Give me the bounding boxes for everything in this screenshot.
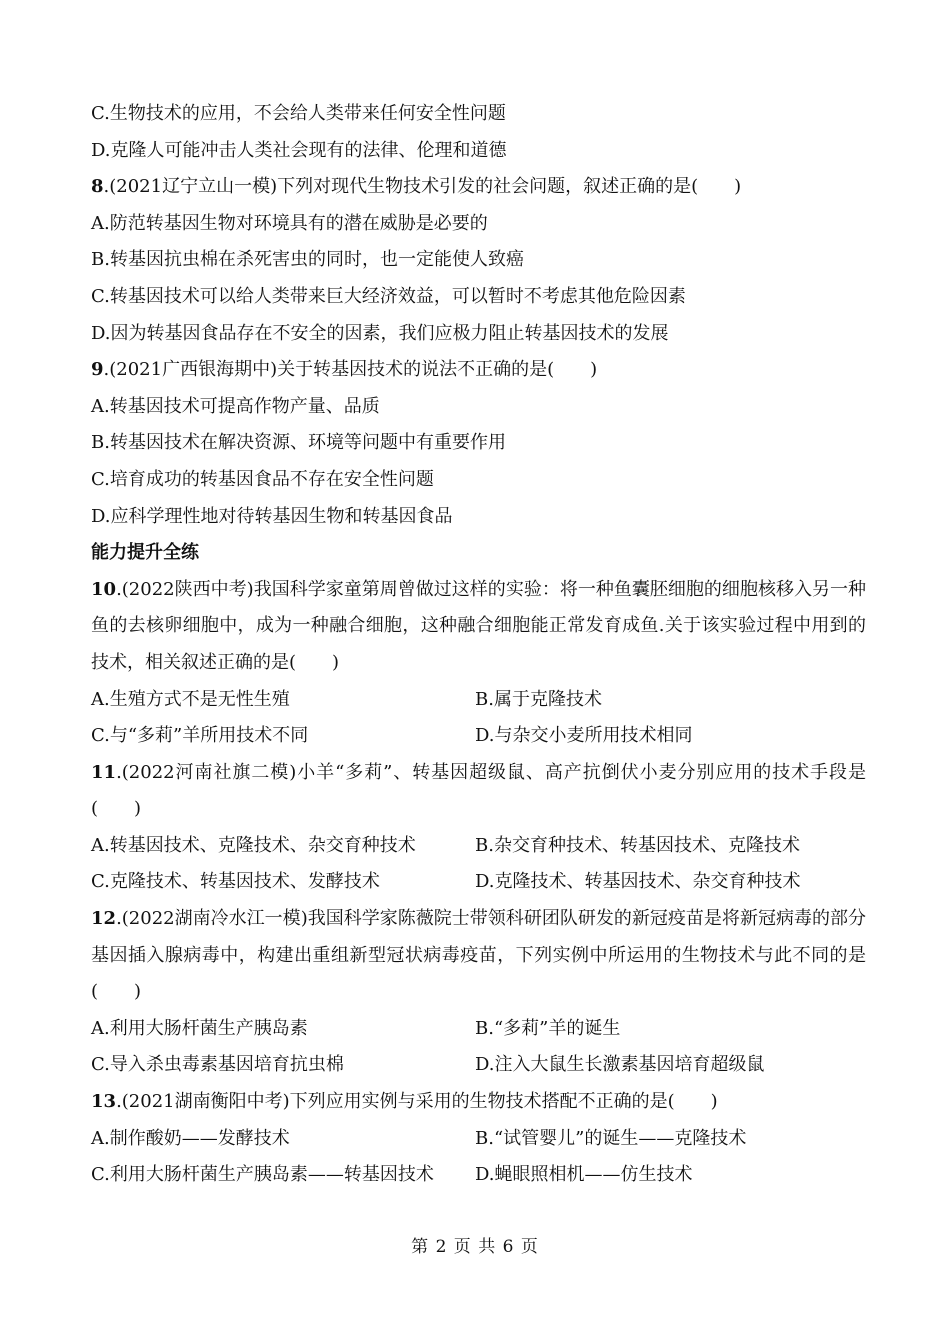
q12-option-b: B.“多莉”羊的诞生 bbox=[475, 1017, 621, 1039]
section-title: 能力提升全练 bbox=[91, 542, 199, 564]
q10-options-row-1 bbox=[91, 682, 866, 719]
q10-option-b: B.属于克隆技术 bbox=[475, 688, 602, 710]
q10-options-row-2 bbox=[91, 718, 866, 755]
q13-option-b: B.“试管婴儿”的诞生——克隆技术 bbox=[475, 1127, 747, 1149]
q12-stem-text: .(2022湖南冷水江一模)我国科学家陈薇院士带领科研团队研发的新冠疫苗是将新冠病毒的部分基因插入腺病毒中，构建出重组新型冠状病毒疫苗，下列实例中所运用的生物技术与此不同的是( ) bbox=[91, 908, 866, 1003]
q12-options-row-1 bbox=[91, 1011, 866, 1048]
q12-option-d: D.注入大鼠生长激素基因培育超级鼠 bbox=[475, 1054, 765, 1076]
q8-stem bbox=[91, 169, 866, 206]
q9-option-b: B.转基因技术在解决资源、环境等问题中有重要作用 bbox=[91, 432, 506, 454]
q8-option-a: A.防范转基因生物对环境具有的潜在威胁是必要的 bbox=[91, 212, 488, 234]
q13-stem-text: .(2021湖南衡阳中考)下列应用实例与采用的生物技术搭配不正确的是( ) bbox=[116, 1091, 718, 1113]
q11-option-a: A.转基因技术、克隆技术、杂交育种技术 bbox=[91, 834, 416, 856]
q11-option-c: C.克隆技术、转基因技术、发酵技术 bbox=[91, 871, 380, 893]
q10-stem-text: .(2022陕西中考)我国科学家童第周曾做过这样的实验：将一种鱼囊胚细胞的细胞核移入另一种鱼的去核卵细胞中，成为一种融合细胞，这种融合细胞能正常发育成鱼.关于该实验过程中用到的技术，相关叙述正确的是( ) bbox=[91, 578, 866, 673]
q8-option-d: D.因为转基因食品存在不安全的因素，我们应极力阻止转基因技术的发展 bbox=[91, 322, 669, 344]
q13-option-c: C.利用大肠杆菌生产胰岛素——转基因技术 bbox=[91, 1164, 434, 1186]
q13-stem bbox=[91, 1084, 866, 1121]
q10-option-a: A.生殖方式不是无性生殖 bbox=[91, 688, 290, 710]
q9-option-a: A.转基因技术可提高作物产量、品质 bbox=[91, 395, 380, 417]
q8-number: 8 bbox=[91, 176, 104, 198]
q13-number: 13 bbox=[91, 1091, 117, 1113]
q11-stem-text: .(2022河南社旗二模)小羊“多莉”、转基因超级鼠、高产抗倒伏小麦分别应用的技术手段是( ) bbox=[91, 761, 866, 820]
q8-option-c: C.转基因技术可以给人类带来巨大经济效益，可以暂时不考虑其他危险因素 bbox=[91, 285, 686, 307]
q13-options-row-1 bbox=[91, 1121, 866, 1158]
q12-option-a: A.利用大肠杆菌生产胰岛素 bbox=[91, 1017, 308, 1039]
q12-options-row-2 bbox=[91, 1047, 866, 1084]
q13-option-d: D.蝇眼照相机——仿生技术 bbox=[475, 1164, 693, 1186]
q10-option-d: D.与杂交小麦所用技术相同 bbox=[475, 725, 693, 747]
exam-page bbox=[91, 96, 866, 1194]
page-footer: 第 2 页 共 6 页 bbox=[411, 1237, 539, 1257]
q7-option-c: C.生物技术的应用，不会给人类带来任何安全性问题 bbox=[91, 103, 506, 124]
q11-options-row-1 bbox=[91, 828, 866, 865]
q11-options-row-2 bbox=[91, 864, 866, 901]
q11-option-d: D.克隆技术、转基因技术、杂交育种技术 bbox=[475, 871, 801, 893]
q7-option-d: D.克隆人可能冲击人类社会现有的法律、伦理和道德 bbox=[91, 139, 507, 161]
q9-stem-text: .(2021广西银海期中)关于转基因技术的说法不正确的是( ) bbox=[103, 359, 598, 381]
q9-option-c: C.培育成功的转基因食品不存在安全性问题 bbox=[91, 468, 434, 490]
q10-stem bbox=[91, 572, 866, 682]
q9-stem bbox=[91, 352, 866, 389]
q11-option-b: B.杂交育种技术、转基因技术、克隆技术 bbox=[475, 834, 800, 856]
q10-number: 10 bbox=[91, 578, 117, 600]
q11-stem bbox=[91, 755, 866, 828]
q11-number: 11 bbox=[91, 761, 117, 783]
q9-option-d: D.应科学理性地对待转基因生物和转基因食品 bbox=[91, 505, 453, 527]
q12-number: 12 bbox=[91, 908, 117, 930]
q9-number: 9 bbox=[91, 359, 104, 381]
q12-option-c: C.导入杀虫毒素基因培育抗虫棉 bbox=[91, 1054, 344, 1076]
q12-stem bbox=[91, 901, 866, 1011]
q10-option-c: C.与“多莉”羊所用技术不同 bbox=[91, 725, 309, 747]
q13-option-a: A.制作酸奶——发酵技术 bbox=[91, 1127, 290, 1149]
q13-options-row-2 bbox=[91, 1157, 866, 1194]
q8-option-b: B.转基因抗虫棉在杀死害虫的同时，也一定能使人致癌 bbox=[91, 249, 524, 271]
q8-stem-text: .(2021辽宁立山一模)下列对现代生物技术引发的社会问题，叙述正确的是( ) bbox=[103, 176, 742, 198]
